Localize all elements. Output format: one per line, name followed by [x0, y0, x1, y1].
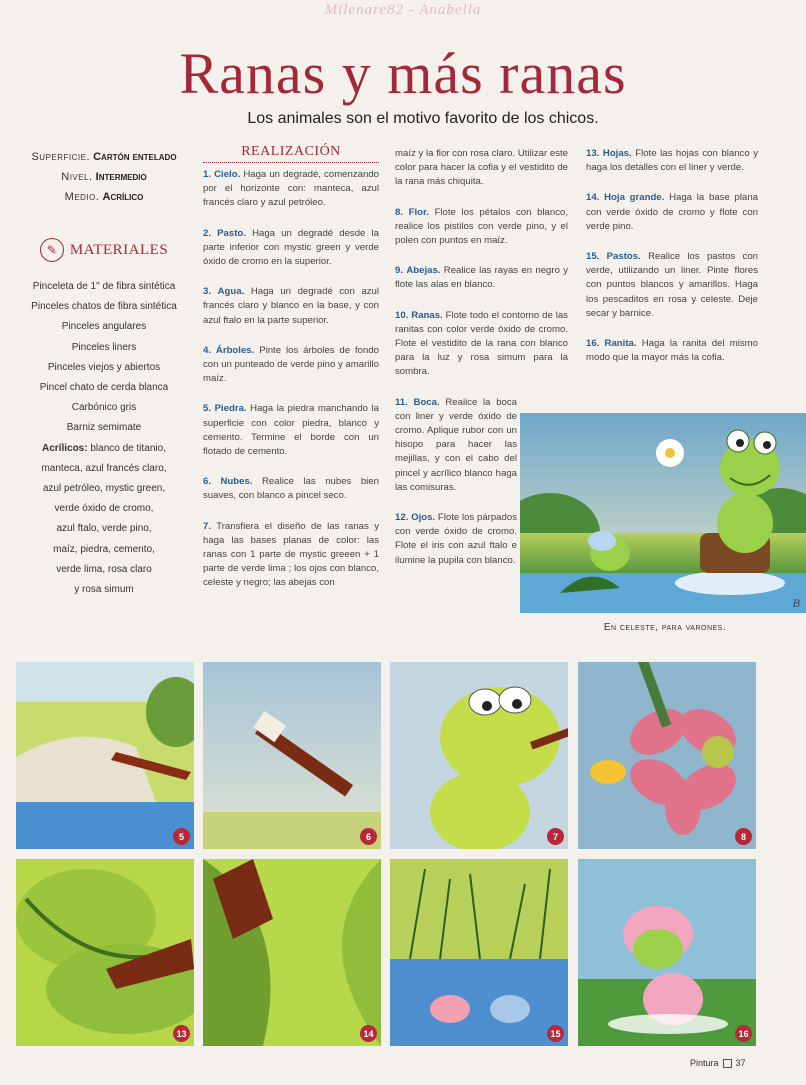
step-item: 6. Nubes. Realice las nubes bien suaves, con blanco a pincel seco. [203, 476, 379, 502]
step-continuation: maíz y la flor con rosa claro. Utilizar este color para hacer la cofia y el vestidito de la rana más chiquita. [395, 148, 568, 188]
list-item: Pinceles viejos y abiertos [47, 361, 161, 373]
step-badge: 7 [547, 828, 564, 845]
page-title: Ranas y más ranas [179, 41, 627, 106]
step-badge: 13 [173, 1025, 190, 1042]
list-item: azul petróleo, mystic green, [42, 483, 166, 495]
page-number: 37 [735, 1058, 746, 1068]
step-item: 16. Ranita. Haga la ranita del mismo modo que la mayor más la cofia. [586, 338, 758, 364]
list-item: Barniz semimate [66, 422, 142, 434]
step-badge: 16 [735, 1025, 752, 1042]
step-item: 15. Pastos. Realice los pastos con verde, utilizando un liner. Pinte flores con puntos blancos y amarillos. Haga los pescaditos en rosa y celeste. Deje secar y barnice. [586, 251, 759, 319]
spec-medium: Medio. Acrílico [64, 191, 144, 203]
step-badge: 5 [173, 828, 190, 845]
step-badge: 8 [735, 828, 752, 845]
step-item: 13. Hojas. Flote las hojas con blanco y haga los detalles con el liner y verde. [586, 148, 758, 174]
list-item: Pinceleta de 1" de fibra sintética [32, 281, 176, 292]
step-photo-14 [203, 859, 381, 1046]
list-item: Acrílicos: blanco de titanio, [42, 442, 166, 454]
artist-signature: B [792, 596, 800, 610]
step-photo-6 [203, 662, 381, 849]
list-item: Pinceles chatos de fibra sintética [31, 301, 177, 313]
step-item: 2. Pasto. Haga un degradé desde la parte inferior con mystic green y verde óxido de cromo en la superior. [203, 227, 379, 268]
step-item: 3. Agua. Haga un degradé con azul francés claro y blanco en la base, y con azul ftalo en la parte superior. [203, 286, 379, 326]
step-item: 10. Ranas. Flote todo el contorno de las ranitas con color verde óxido de cromo. Flote el vestidito de la rana con blanco para la luz y rosa simum para la sombra. [395, 309, 568, 378]
list-item: azul ftalo, verde pino, [56, 523, 152, 535]
step-item: 9. Abejas. Realice las rayas en negro y flote las alas en blanco. [395, 265, 569, 291]
steps-column-3 [586, 147, 758, 381]
list-item: y rosa simum [74, 584, 134, 596]
realizacion-heading: REALIZACIÓN [203, 144, 379, 163]
list-item: verde óxido de cromo, [54, 503, 154, 515]
step-badge: 15 [547, 1025, 564, 1042]
page-footer [690, 1058, 746, 1068]
section-name: Pintura [690, 1058, 719, 1068]
list-item: verde lima, rosa claro [56, 563, 152, 575]
step-photo-16 [578, 859, 756, 1046]
main-frog-painting [520, 413, 806, 613]
materials-list [14, 277, 194, 600]
step-photo-15 [390, 859, 568, 1046]
spec-surface: Superficie. Cartón entelado [31, 151, 177, 163]
page-subtitle: Los animales son el motivo favorito de los chicos. [247, 110, 599, 127]
project-specs [14, 147, 194, 207]
step-item: 12. Ojos. Flote los párpados con verde óxido de cromo. Flote el iris con azul ftalo e ilumine la pupila con blanco. [395, 512, 517, 566]
square-icon [723, 1059, 732, 1068]
spec-level: Nivel. Intermedio [61, 171, 147, 183]
step-photo-13 [16, 859, 194, 1046]
step-item: 14. Hoja grande. Haga la base plana con verde óxido de cromo y flote con verde pino. [586, 192, 759, 232]
brush-icon: ✎ [40, 238, 64, 262]
main-photo-caption: En celeste, para varones. [603, 622, 727, 633]
list-item: Carbónico gris [71, 402, 137, 414]
step-item: 11. Boca. Realice la boca con liner y verde óxido de cromo. Aplique rubor con un hisopo para hacer las mejillas, y con el cabo del pincel y acrílico blanco haga las comisuras. [395, 396, 518, 493]
step-badge: 14 [360, 1025, 377, 1042]
watermark: Milenare82 - Anabella [324, 2, 482, 18]
list-item: Pincel chato de cerda blanca [39, 382, 169, 394]
materials-heading: ✎ MATERIALES [14, 238, 194, 262]
step-photo-7 [390, 662, 568, 849]
list-item: maíz, piedra, cemento, [53, 543, 155, 555]
step-photo-5 [16, 662, 194, 849]
step-badge: 6 [360, 828, 377, 845]
step-photo-8 [578, 662, 756, 849]
step-item: 1. Cielo. Haga un degradé, comenzando por el horizonte con: manteca, azul francés claro y azul petróleo. [203, 169, 379, 209]
step-item: 7. Transfiera el diseño de las ranas y haga las bases planas de color: las ranas con 1 parte de mystic greeen + 1 parte de verde lima ; los ojos con blanco, celeste y negro; las abejas con [203, 520, 379, 589]
step-item: 4. Árboles. Pinte los árboles de fondo con un punteado de verde pino y amarillo maíz. [203, 344, 380, 385]
step-item: 8. Flor. Flote los pétalos con blanco, realice los pistilos con verde pino, y el polen con puntos en maíz. [395, 206, 569, 247]
list-item: manteca, azul francés claro, [41, 462, 167, 474]
list-item: Pinceles angulares [61, 321, 147, 333]
list-item: Pinceles liners [71, 341, 137, 353]
step-item: 5. Piedra. Haga la piedra manchando la superficie con color piedra, blanco y cemento. Termine el borde con un flotado de cemento. [203, 403, 380, 458]
steps-column-1 [203, 168, 379, 607]
